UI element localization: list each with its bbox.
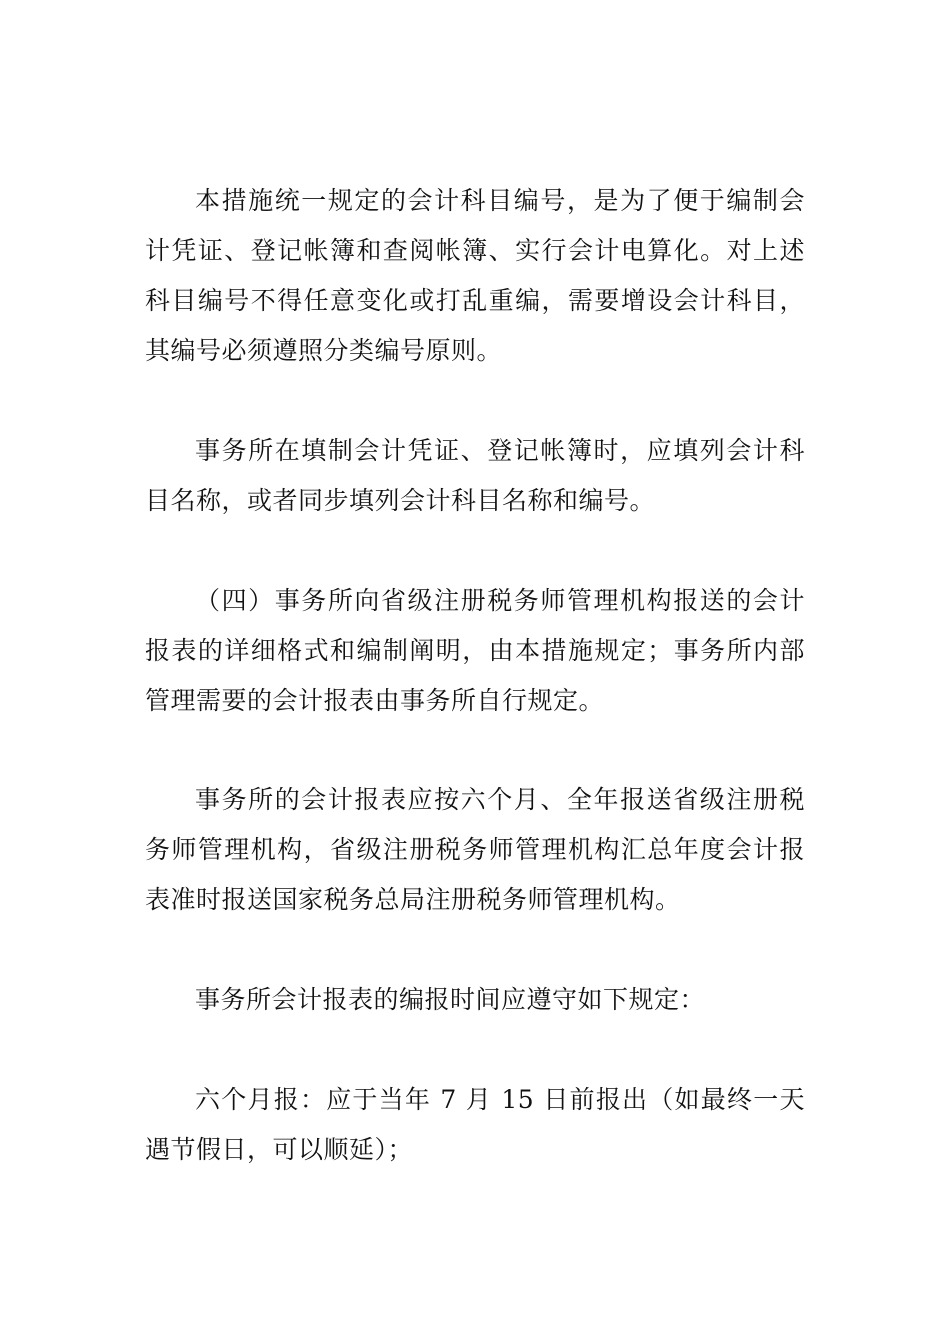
paragraph-report-format: （四）事务所向省级注册税务师管理机构报送的会计报表的详细格式和编制阐明，由本措施规定；事务所内部管理需要的会计报表由事务所自行规定。: [145, 586, 805, 715]
paragraph-voucher-filling: 事务所在填制会计凭证、登记帐簿时，应填列会计科目名称，或者同步填列会计科目名称和编号。: [145, 436, 805, 515]
paragraph-report-timing: 事务所会计报表的编报时间应遵守如下规定：: [195, 985, 706, 1014]
paragraph-half-year-report: 六个月报：应于当年 7 月 15 日前报出（如最终一天遇节假日，可以顺延）；: [145, 1085, 805, 1164]
paragraph-account-numbering: 本措施统一规定的会计科目编号，是为了便于编制会计凭证、登记帐簿和查阅帐簿、实行会计电算化。对上述科目编号不得任意变化或打乱重编，需要增设会计科目，其编号必须遵照分类编号原则。: [145, 186, 805, 365]
paragraph-report-submission: 事务所的会计报表应按六个月、全年报送省级注册税务师管理机构，省级注册税务师管理机构汇总年度会计报表准时报送国家税务总局注册税务师管理机构。: [145, 785, 805, 914]
